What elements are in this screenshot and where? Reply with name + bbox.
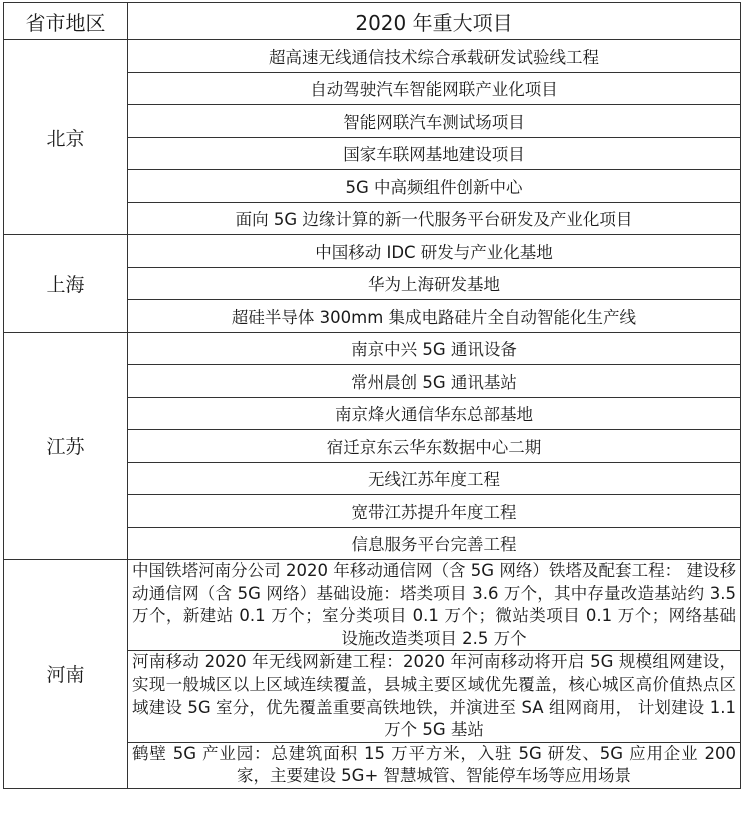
project-cell: 自动驾驶汽车智能网联产业化项目 xyxy=(128,72,741,105)
project-cell: 5G 中高频组件创新中心 xyxy=(128,170,741,203)
project-cell-long: 河南移动 2020 年无线网新建工程：2020 年河南移动将开启 5G 规模组网建设，实现一般城区以上区域连续覆盖，县城主要区域优先覆盖，核心城区高价值热点区域建设 5G 室分，优先覆盖重要高铁地铁，并演进至 SA 组网商用， 计划建设 1.1 万个 5G 基站 xyxy=(128,651,741,742)
major-projects-table xyxy=(3,2,741,789)
project-cell-long: 中国铁塔河南分公司 2020 年移动通信网（含 5G 网络）铁塔及配套工程： 建设移动通信网（含 5G 网络）基础设施：塔类项目 3.6 万个，其中存量改造基站约 3.5 万个，新建站 0.1 万个；室分类项目 0.1 万个；微站类项目 0.1 万个；网络基础设施改造类项目 2.5 万个 xyxy=(128,560,741,651)
project-cell: 宿迁京东云华东数据中心二期 xyxy=(128,430,741,463)
project-cell: 超高速无线通信技术综合承载研发试验线工程 xyxy=(128,40,741,73)
projects-table-wrapper xyxy=(3,2,741,789)
project-cell: 信息服务平台完善工程 xyxy=(128,527,741,560)
table-row xyxy=(4,560,741,651)
project-cell: 超硅半导体 300mm 集成电路硅片全自动智能化生产线 xyxy=(128,300,741,333)
project-cell: 国家车联网基地建设项目 xyxy=(128,137,741,170)
table-header-row xyxy=(4,3,741,40)
project-cell: 常州晨创 5G 通讯基站 xyxy=(128,365,741,398)
region-cell-jiangsu: 江苏 xyxy=(4,332,128,560)
project-cell: 南京烽火通信华东总部基地 xyxy=(128,397,741,430)
project-cell: 智能网联汽车测试场项目 xyxy=(128,105,741,138)
table-row xyxy=(4,40,741,73)
region-cell-henan: 河南 xyxy=(4,560,128,789)
project-cell: 宽带江苏提升年度工程 xyxy=(128,495,741,528)
project-cell-long: 鹤壁 5G 产业园：总建筑面积 15 万平方米，入驻 5G 研发、5G 应用企业 200 家，主要建设 5G+ 智慧城管、智能停车场等应用场景 xyxy=(128,742,741,788)
project-cell: 中国移动 IDC 研发与产业化基地 xyxy=(128,235,741,268)
region-column-header: 省市地区 xyxy=(4,3,128,40)
project-cell: 面向 5G 边缘计算的新一代服务平台研发及产业化项目 xyxy=(128,202,741,235)
table-row xyxy=(4,332,741,365)
project-cell: 无线江苏年度工程 xyxy=(128,462,741,495)
project-cell: 南京中兴 5G 通讯设备 xyxy=(128,332,741,365)
region-cell-shanghai: 上海 xyxy=(4,235,128,333)
project-column-header: 2020 年重大项目 xyxy=(128,3,741,40)
table-row xyxy=(4,235,741,268)
region-cell-beijing: 北京 xyxy=(4,40,128,235)
project-cell: 华为上海研发基地 xyxy=(128,267,741,300)
